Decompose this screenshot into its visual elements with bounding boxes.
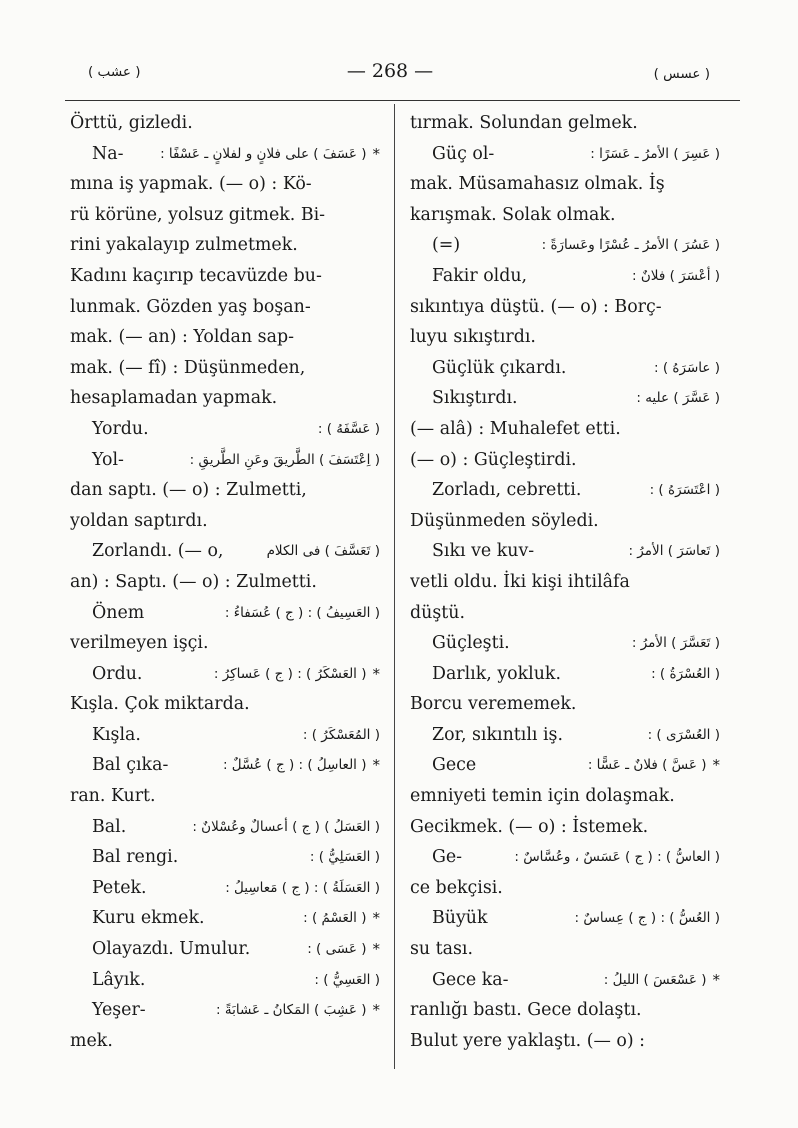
turkish-text: Güçleşti. (432, 633, 510, 654)
arabic-headword: ( عَسُرَ ) الأمرُ ـ عُسْرًا وعَسارَةً : (541, 237, 720, 254)
dictionary-entry-line (410, 261, 720, 292)
turkish-text: Kuru ekmek. (92, 908, 205, 929)
dictionary-entry-line (410, 536, 720, 567)
text-line (410, 567, 720, 598)
text-line (70, 292, 380, 323)
turkish-text: karışmak. Solak olmak. (410, 204, 616, 225)
arabic-headword-group (216, 995, 380, 1026)
text-line (410, 781, 720, 812)
dictionary-entry-line (410, 965, 720, 996)
turkish-text: yoldan saptırdı. (70, 510, 208, 531)
arabic-headword-group (590, 139, 720, 170)
dictionary-entry-line (70, 842, 380, 873)
dictionary-entry-line (70, 414, 380, 445)
arabic-headword: ( عَسَّرَ ) عليه : (636, 390, 720, 407)
root-marker-star: * (712, 970, 720, 989)
text-line (70, 628, 380, 659)
arabic-headword: ( العَسْكَرُ ) : ( ج ) عَساكِرُ : (213, 665, 367, 682)
text-line (70, 506, 380, 537)
text-line (70, 108, 380, 139)
dictionary-entry-line (70, 659, 380, 690)
dictionary-entry-line (70, 903, 380, 934)
arabic-headword: ( عَسْعَسَ ) الليلُ : (603, 971, 707, 988)
text-line (410, 445, 720, 476)
arabic-headword: ( عَسَّفَهُ ) : (317, 420, 380, 437)
turkish-text: Yol- (92, 449, 124, 470)
dictionary-entry-line (410, 230, 720, 261)
turkish-text: Lâyık. (92, 969, 146, 990)
text-line (410, 1026, 720, 1057)
arabic-headword: ( المُعَسْكَرُ ) : (302, 726, 380, 743)
dictionary-entry-line (70, 536, 380, 567)
root-marker-star: * (372, 144, 380, 163)
turkish-text: Olayazdı. Umulur. (92, 939, 251, 960)
turkish-text: Fakir oldu, (432, 265, 528, 286)
dictionary-entry-line (410, 720, 720, 751)
turkish-text: düştü. (410, 602, 465, 623)
turkish-text: Örttü, gizledi. (70, 113, 193, 133)
turkish-text: su tası. (410, 939, 474, 960)
arabic-headword: ( العَسَلُ ) ( ج ) أعسالٌ وعُسْلانٌ : (192, 818, 380, 835)
text-line (410, 506, 720, 537)
text-line (70, 169, 380, 200)
text-line (70, 567, 380, 598)
turkish-text: Sıkı ve kuv- (432, 541, 535, 562)
text-line (410, 873, 720, 904)
text-line (70, 322, 380, 353)
dictionary-entry-line (70, 445, 380, 476)
turkish-text: Yordu. (92, 418, 149, 439)
arabic-headword: ( عَسِرَ ) الأمرُ ـ عَسَرًا : (590, 145, 720, 162)
arabic-headword: ( أعْسَرَ ) فلانٌ : (632, 267, 720, 284)
turkish-text: vetli oldu. İki kişi ihtilâfa (410, 571, 630, 592)
text-line (410, 108, 720, 139)
arabic-headword-group (648, 720, 720, 751)
turkish-text: emniyeti temin için dolaşmak. (410, 786, 675, 807)
turkish-text: Kadını kaçırıp tecavüzde bu- (70, 265, 322, 286)
left-column (70, 108, 380, 1068)
turkish-text: mak. Müsamahasız olmak. İş (410, 174, 665, 195)
turkish-text: ranlığı bastı. Gece dolaştı. (410, 1000, 642, 1021)
text-line (70, 383, 380, 414)
text-line (410, 414, 720, 445)
turkish-text: sıkıntıya düştü. (— o) : Borç- (410, 296, 662, 317)
arabic-headword: ( العَسَلَةُ ) : ( ج ) مَعاسِيلُ : (225, 879, 380, 896)
text-line (70, 261, 380, 292)
turkish-text: Gece (432, 755, 477, 776)
root-marker-star: * (372, 756, 380, 775)
turkish-text: (=) (432, 235, 461, 256)
arabic-headword-group (650, 475, 720, 506)
arabic-headword: ( العاسِلُ ) : ( ج ) عُسَّلٌ : (222, 757, 367, 774)
text-line (70, 1026, 380, 1057)
arabic-headword: ( العَسَلِيُّ ) : (309, 849, 380, 866)
text-line (410, 169, 720, 200)
arabic-headword: ( العَسِيفُ ) : ( ج ) عُسَفاءُ : (224, 604, 380, 621)
arabic-headword-group (632, 628, 720, 659)
arabic-headword-group (192, 812, 380, 843)
dictionary-entry-line (410, 659, 720, 690)
turkish-text: an) : Saptı. (— o) : Zulmetti. (70, 571, 317, 592)
column-divider (394, 104, 395, 1069)
turkish-text: dan saptı. (— o) : Zulmetti, (70, 480, 307, 501)
arabic-headword: ( عَسَى ) : (307, 941, 367, 958)
dictionary-entry-line (70, 812, 380, 843)
arabic-headword-group (318, 414, 380, 445)
page-number: — 268 — (346, 60, 434, 82)
turkish-text: ran. Kurt. (70, 786, 156, 807)
dictionary-entry-line (410, 628, 720, 659)
text-line (410, 934, 720, 965)
turkish-text: Bulut yere yaklaştı. (— o) : (410, 1030, 646, 1051)
arabic-headword: ( عاسَرَهُ ) : (654, 359, 720, 376)
turkish-text: luyu sıkıştırdı. (410, 327, 536, 348)
header-rule (65, 100, 740, 101)
turkish-text: Düşünmeden söyledi. (410, 510, 599, 531)
text-line (410, 995, 720, 1026)
turkish-text: Gece ka- (432, 969, 509, 990)
arabic-headword-group (314, 965, 380, 996)
dictionary-entry-line (410, 353, 720, 384)
root-marker-star: * (372, 664, 380, 683)
turkish-text: Na- (92, 143, 124, 164)
dictionary-entry-line (70, 934, 380, 965)
text-line (410, 292, 720, 323)
arabic-headword-group (514, 842, 720, 873)
turkish-text: Kışla. Çok miktarda. (70, 694, 250, 715)
turkish-text: (— o) : Güçleştirdi. (410, 449, 577, 470)
turkish-text: Yeşer- (92, 1000, 146, 1021)
header-left-root: ( عشب ) (88, 64, 141, 80)
turkish-text: lunmak. Gözden yaş boşan- (70, 296, 311, 317)
turkish-text: Sıkıştırdı. (432, 388, 518, 409)
arabic-headword: ( عَسَفَ ) علی فلانٍ و لفلانٍ ـ عَسْفًا : (160, 145, 367, 162)
arabic-headword-group (310, 842, 380, 873)
root-marker-star: * (372, 940, 380, 959)
arabic-headword-group (190, 445, 380, 476)
dictionary-entry-line (70, 720, 380, 751)
arabic-headword-group (632, 261, 720, 292)
page-header (60, 60, 720, 96)
turkish-text: Gecikmek. (— o) : İstemek. (410, 816, 649, 837)
dictionary-entry-line (410, 383, 720, 414)
text-line (410, 322, 720, 353)
text-line (70, 200, 380, 231)
arabic-headword: ( العُسُّ ) : ( ج ) عِساسٌ : (574, 910, 720, 927)
arabic-headword: ( تَعَسَّفَ ) فی الكلام (266, 543, 380, 560)
dictionary-entry-line (410, 903, 720, 934)
turkish-text: mına iş yapmak. (— o) : Kö- (70, 174, 312, 195)
text-line (410, 812, 720, 843)
turkish-text: Zorlandı. (— o, (92, 541, 224, 562)
turkish-text: mak. (— fî) : Düşünmeden, (70, 357, 306, 378)
arabic-headword: ( عَسَّ ) فلانٌ ـ عَسًّا : (587, 757, 707, 774)
turkish-text: Bal çıka- (92, 755, 169, 776)
turkish-text: rini yakalayıp zulmetmek. (70, 235, 298, 256)
turkish-text: mak. (— an) : Yoldan sap- (70, 327, 294, 348)
turkish-text: Kışla. (92, 724, 141, 745)
arabic-headword-group (267, 536, 380, 567)
text-line (70, 353, 380, 384)
text-line (70, 475, 380, 506)
arabic-headword: ( عَشِبَ ) المَكانُ ـ عَشابَةً : (216, 1002, 367, 1019)
arabic-headword: ( تَعاسَرَ ) الأمرُ : (628, 543, 720, 560)
turkish-text: Zorladı, cebretti. (432, 480, 582, 501)
arabic-headword: ( العَسْمُ ) : (303, 910, 367, 927)
arabic-headword-group (303, 903, 380, 934)
dictionary-entry-line (410, 750, 720, 781)
turkish-text: Güçlük çıkardı. (432, 357, 567, 378)
arabic-headword: ( العُسْرَى ) : (647, 726, 720, 743)
turkish-text: Darlık, yokluk. (432, 663, 562, 684)
turkish-text: rü körüne, yolsuz gitmek. Bi- (70, 204, 326, 225)
arabic-headword-group (604, 965, 720, 996)
right-column (410, 108, 720, 1068)
arabic-headword-group (575, 903, 721, 934)
arabic-headword-group (651, 659, 720, 690)
dictionary-entry-line (70, 873, 380, 904)
arabic-headword: ( اعْتَسَرَهُ ) : (649, 482, 720, 499)
arabic-headword: ( تَعَسَّرَ ) الأمرُ : (631, 635, 720, 652)
turkish-text: Bal. (92, 816, 127, 837)
text-line (70, 781, 380, 812)
turkish-text: Petek. (92, 877, 147, 898)
arabic-headword-group (654, 353, 720, 384)
turkish-text: Zor, sıkıntılı iş. (432, 724, 564, 745)
turkish-text: ce bekçisi. (410, 877, 503, 898)
turkish-text: hesaplamadan yapmak. (70, 388, 278, 409)
dictionary-entry-line (70, 139, 380, 170)
turkish-text: Ge- (432, 847, 463, 868)
root-marker-star: * (372, 1001, 380, 1020)
arabic-headword-group (225, 873, 380, 904)
turkish-text: Büyük (432, 908, 488, 929)
turkish-text: tırmak. Solundan gelmek. (410, 113, 638, 133)
text-line (410, 200, 720, 231)
arabic-headword: ( اِعْتَسَفَ ) الطَّريقَ وعَنِ الطَّريقِ : (189, 451, 380, 468)
turkish-text: mek. (70, 1030, 113, 1051)
arabic-headword: ( العَسِيُّ ) : (314, 971, 380, 988)
arabic-headword-group (542, 230, 720, 261)
arabic-headword-group (628, 536, 720, 567)
arabic-headword-group (223, 750, 380, 781)
dictionary-entry-line (70, 598, 380, 629)
arabic-headword-group (636, 383, 720, 414)
root-marker-star: * (712, 756, 720, 775)
dictionary-entry-line (410, 139, 720, 170)
turkish-text: Ordu. (92, 663, 143, 684)
arabic-headword: ( العاسُّ ) : ( ج ) عَسَسٌ ، وعُسَّاسٌ : (514, 849, 720, 866)
text-line (70, 230, 380, 261)
root-marker-star: * (372, 909, 380, 928)
arabic-headword-group (214, 659, 380, 690)
text-line (410, 598, 720, 629)
dictionary-entry-line (410, 475, 720, 506)
arabic-headword-group (225, 598, 380, 629)
header-right-root: ( عسس ) (653, 66, 710, 82)
dictionary-entry-line (70, 995, 380, 1026)
turkish-text: Önem (92, 602, 145, 623)
arabic-headword: ( العُسْرَةُ ) : (651, 665, 720, 682)
text-line (70, 689, 380, 720)
turkish-text: Güç ol- (432, 143, 495, 164)
turkish-text: verilmeyen işçi. (70, 633, 209, 654)
dictionary-entry-line (410, 842, 720, 873)
turkish-text: Borcu verememek. (410, 694, 577, 715)
dictionary-entry-line (70, 750, 380, 781)
turkish-text: Bal rengi. (92, 847, 179, 868)
arabic-headword-group (160, 139, 380, 170)
text-line (410, 689, 720, 720)
turkish-text: (— alâ) : Muhalefet etti. (410, 418, 621, 439)
arabic-headword-group (307, 934, 380, 965)
arabic-headword-group (303, 720, 380, 751)
arabic-headword-group (588, 750, 720, 781)
dictionary-entry-line (70, 965, 380, 996)
